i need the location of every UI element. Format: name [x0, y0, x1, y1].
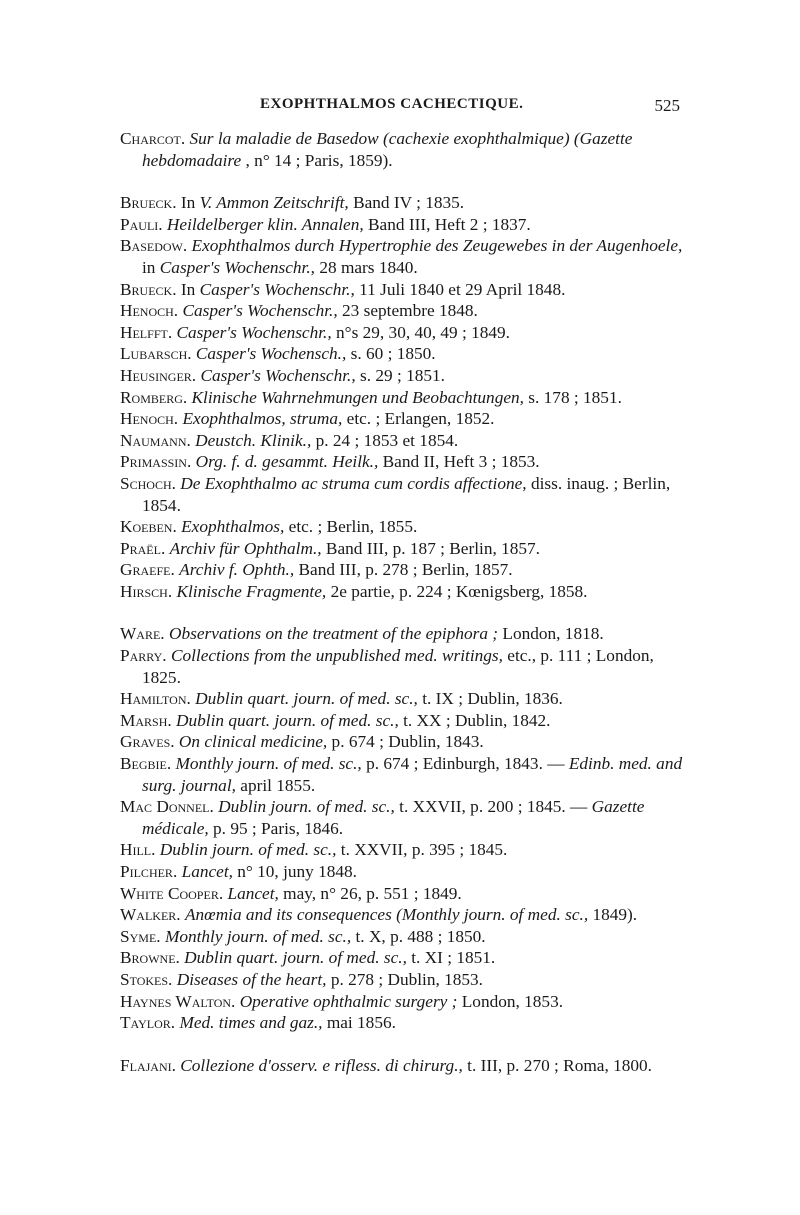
reference-entry [120, 991, 688, 1013]
reference-details: n° 10, juny 1848. [237, 862, 358, 881]
reference-entry [120, 904, 688, 926]
reference-details: s. 60 ; 1850. [350, 344, 436, 364]
reference-entry [120, 1012, 688, 1034]
reference-entry [120, 710, 688, 732]
reference-author: Browne. [120, 948, 180, 968]
reference-entry [120, 839, 688, 861]
reference-details: Band II, Heft 3 ; 1853. [382, 452, 540, 472]
reference-author: Pilcher. [120, 862, 178, 881]
reference-work-title: Anœmia and its consequences (Monthly journ. of med. sc., [184, 905, 589, 925]
reference-entry [120, 430, 688, 452]
reference-entry [120, 883, 688, 905]
reference-details: s. 178 ; 1851. [528, 387, 622, 407]
reference-work-title: Archiv für Ophthalm., [169, 538, 322, 558]
reference-work-title-2: Edinb. med. and surg. journal, [142, 754, 683, 795]
reference-work-title: Casper's Wochensch., [195, 344, 347, 364]
reference-details: 11 Juli 1840 et 29 April 1848. [359, 279, 566, 299]
reference-author: Walker. [120, 905, 181, 925]
reference-group [120, 128, 688, 171]
reference-details-2: p. 95 ; Paris, 1846. [213, 818, 344, 838]
reference-entry [120, 473, 688, 516]
reference-author: Brueck. [120, 193, 177, 213]
reference-author: White Cooper. [120, 883, 224, 903]
reference-details: Band III, Heft 2 ; 1837. [368, 214, 531, 234]
reference-author: Hill. [120, 840, 156, 860]
reference-author: Graefe. [120, 560, 175, 580]
reference-details: p. 674 ; Dublin, 1843. [331, 732, 484, 752]
reference-entry [120, 300, 688, 322]
reference-work-title: Exophthalmos, struma, [182, 409, 343, 429]
reference-entry [120, 128, 688, 171]
reference-entry [120, 861, 688, 883]
reference-work-title: Klinische Wahrnehmungen und Beobachtungen, [191, 387, 524, 407]
reference-entry [120, 365, 688, 387]
reference-author: Marsh. [120, 710, 172, 730]
bibliography [120, 128, 688, 1097]
reference-details: t. XXVII, p. 200 ; 1845. — [399, 797, 588, 817]
reference-work-title: Lancet, [227, 883, 279, 903]
reference-details-2: 28 mars 1840. [319, 257, 418, 277]
reference-details: s. 29 ; 1851. [360, 365, 446, 385]
reference-details: n°s 29, 30, 40, 49 ; 1849. [336, 322, 510, 342]
reference-entry [120, 387, 688, 409]
reference-entry [120, 581, 688, 603]
reference-work-title: Heildelberger klin. Annalen, [166, 214, 364, 234]
reference-entry [120, 947, 688, 969]
reference-author: Brueck. [120, 279, 177, 299]
reference-details: etc. ; Berlin, 1855. [288, 517, 418, 537]
reference-author: Basedow. [120, 236, 188, 256]
reference-work-title: Dublin quart. journ. of med. sc., [184, 948, 407, 968]
reference-author: Koeben. [120, 517, 177, 537]
reference-work-title: Casper's Wochenschr., [176, 322, 332, 342]
reference-details: may, n° 26, p. 551 ; 1849. [283, 883, 462, 903]
reference-work-title: Observations on the treatment of the epiphora ; [168, 624, 499, 644]
reference-author: Praël. [120, 538, 166, 558]
reference-work-title: Med. times and gaz., [179, 1013, 323, 1033]
reference-entry [120, 731, 688, 753]
reference-work-title: Diseases of the heart, [176, 969, 327, 989]
reference-author: Flajani. [120, 1055, 176, 1075]
reference-entry [120, 279, 688, 301]
reference-work-title: Collections from the unpublished med. writings, [170, 646, 503, 666]
reference-details: p. 278 ; Dublin, 1853. [330, 969, 483, 989]
reference-entry [120, 408, 688, 430]
reference-entry [120, 796, 688, 839]
reference-work-title: Casper's Wochenschr., [200, 365, 356, 385]
reference-work-title: Dublin journ. of med. sc., [159, 840, 337, 860]
reference-entry [120, 688, 688, 710]
reference-details: Band III, p. 187 ; Berlin, 1857. [325, 538, 540, 558]
reference-author: Romberg. [120, 387, 188, 407]
reference-work-title: Exophthalmos durch Hypertrophie des Zeugewebes in der Augenhoele, [191, 236, 683, 256]
reference-work-title-2: Gazette médicale, [142, 797, 645, 838]
reference-details: t. XX ; Dublin, 1842. [403, 710, 551, 730]
reference-details: 2e partie, p. 224 ; Kœnigsberg, 1858. [330, 581, 588, 601]
reference-work-title: Klinische Fragmente, [176, 581, 327, 601]
reference-details: diss. inaug. ; Berlin, 1854. [142, 473, 671, 515]
reference-details: etc. ; Erlangen, 1852. [346, 409, 495, 429]
reference-author: Henoch. [120, 409, 179, 429]
reference-author: Heusinger. [120, 365, 197, 385]
reference-entry [120, 192, 688, 214]
reference-entry [120, 753, 688, 796]
reference-details: t. XI ; 1851. [411, 948, 496, 968]
reference-work-title: V. Ammon Zeitschrift, [199, 193, 349, 213]
reference-details: t. XXVII, p. 395 ; 1845. [340, 840, 508, 860]
reference-details: mai 1856. [326, 1013, 396, 1033]
reference-details: t. IX ; Dublin, 1836. [422, 689, 563, 709]
reference-details: London, 1818. [502, 624, 604, 644]
reference-work-title: De Exophthalmo ac struma cum cordis affectione, [180, 473, 527, 493]
reference-details-2: april 1855. [240, 775, 316, 795]
reference-entry [120, 645, 688, 688]
reference-details: , n° 14 ; Paris, 1859). [245, 150, 393, 170]
reference-entry [120, 322, 688, 344]
reference-entry [120, 538, 688, 560]
reference-work-title: Monthly journ. of med. sc., [175, 754, 362, 774]
reference-author: Helfft. [120, 322, 173, 342]
reference-entry [120, 343, 688, 365]
reference-author: Primassin. [120, 452, 192, 472]
reference-entry [120, 516, 688, 538]
reference-work-title: Org. f. d. gesammt. Heilk., [195, 452, 379, 472]
reference-work-title: Exophthalmos, [181, 517, 285, 537]
reference-work-title: On clinical medicine, [178, 732, 328, 752]
reference-details: t. III, p. 270 ; Roma, 1800. [467, 1055, 652, 1075]
reference-author: Hirsch. [120, 581, 173, 601]
reference-details: t. X, p. 488 ; 1850. [355, 926, 486, 946]
reference-work-title: Sur la maladie de Basedow (cachexie exophthalmique) (Gazette hebdomadaire [142, 129, 633, 170]
reference-details: in [142, 257, 156, 277]
reference-author: Lubarsch. [120, 344, 192, 364]
reference-author: Ware. [120, 624, 165, 644]
reference-entry [120, 559, 688, 581]
reference-work-title: Collezione d'osserv. e rifless. di chirurg., [180, 1055, 463, 1075]
reference-author: Pauli. [120, 214, 163, 234]
reference-work-title: Dublin journ. of med. sc., [218, 797, 395, 817]
reference-work-title: Casper's Wochenschr., [199, 279, 355, 299]
reference-work-title: Archiv f. Ophth., [179, 560, 295, 580]
reference-author: Naumann. [120, 430, 191, 450]
reference-work-title: Dublin quart. journ. of med. sc., [176, 710, 399, 730]
reference-entry [120, 623, 688, 645]
reference-work-title: Dublin quart. journ. of med. sc., [195, 689, 418, 709]
reference-author: Parry. [120, 646, 167, 666]
reference-entry [120, 214, 688, 236]
reference-details: 1849). [592, 905, 638, 925]
reference-entry [120, 451, 688, 473]
reference-author: Syme. [120, 926, 161, 946]
reference-entry [120, 926, 688, 948]
reference-author: Graves. [120, 732, 175, 752]
reference-author: Begbie. [120, 754, 172, 774]
reference-details: 23 septembre 1848. [342, 301, 478, 321]
reference-work-title: Casper's Wochenschr., [182, 301, 338, 321]
reference-author: Charcot. [120, 129, 186, 148]
reference-group [120, 192, 688, 602]
reference-author: Mac Donnel. [120, 797, 214, 817]
reference-work-title-2: Casper's Wochenschr., [159, 257, 316, 277]
reference-author: Henoch. [120, 301, 179, 321]
reference-work-title: Lancet, [181, 862, 233, 881]
reference-author: Haynes Walton. [120, 991, 236, 1011]
reference-details: etc., p. 111 ; London, 1825. [142, 646, 654, 687]
reference-work-title: Operative ophthalmic surgery ; [239, 991, 458, 1011]
reference-prefix: In [180, 193, 196, 213]
reference-author: Taylor. [120, 1013, 176, 1033]
reference-entry [120, 235, 688, 278]
reference-details: Band III, p. 278 ; Berlin, 1857. [298, 560, 513, 580]
running-title: EXOPHTHALMOS CACHECTIQUE. [260, 96, 524, 112]
reference-group [120, 623, 688, 1033]
reference-entry [120, 1055, 688, 1077]
reference-details: p. 674 ; Edinburgh, 1843. — [366, 754, 565, 774]
reference-details: p. 24 ; 1853 et 1854. [315, 430, 459, 450]
page-header [120, 96, 680, 120]
reference-prefix: In [180, 279, 196, 299]
reference-work-title: Monthly journ. of med. sc., [164, 926, 352, 946]
reference-entry [120, 969, 688, 991]
reference-work-title: Deustch. Klinik., [195, 430, 312, 450]
reference-details: London, 1853. [461, 991, 564, 1011]
reference-details: Band IV ; 1835. [353, 193, 465, 213]
page-number: 525 [654, 96, 680, 115]
reference-group [120, 1055, 688, 1077]
reference-author: Stokes. [120, 969, 173, 989]
reference-author: Hamilton. [120, 689, 191, 709]
reference-author: Schoch. [120, 473, 176, 493]
